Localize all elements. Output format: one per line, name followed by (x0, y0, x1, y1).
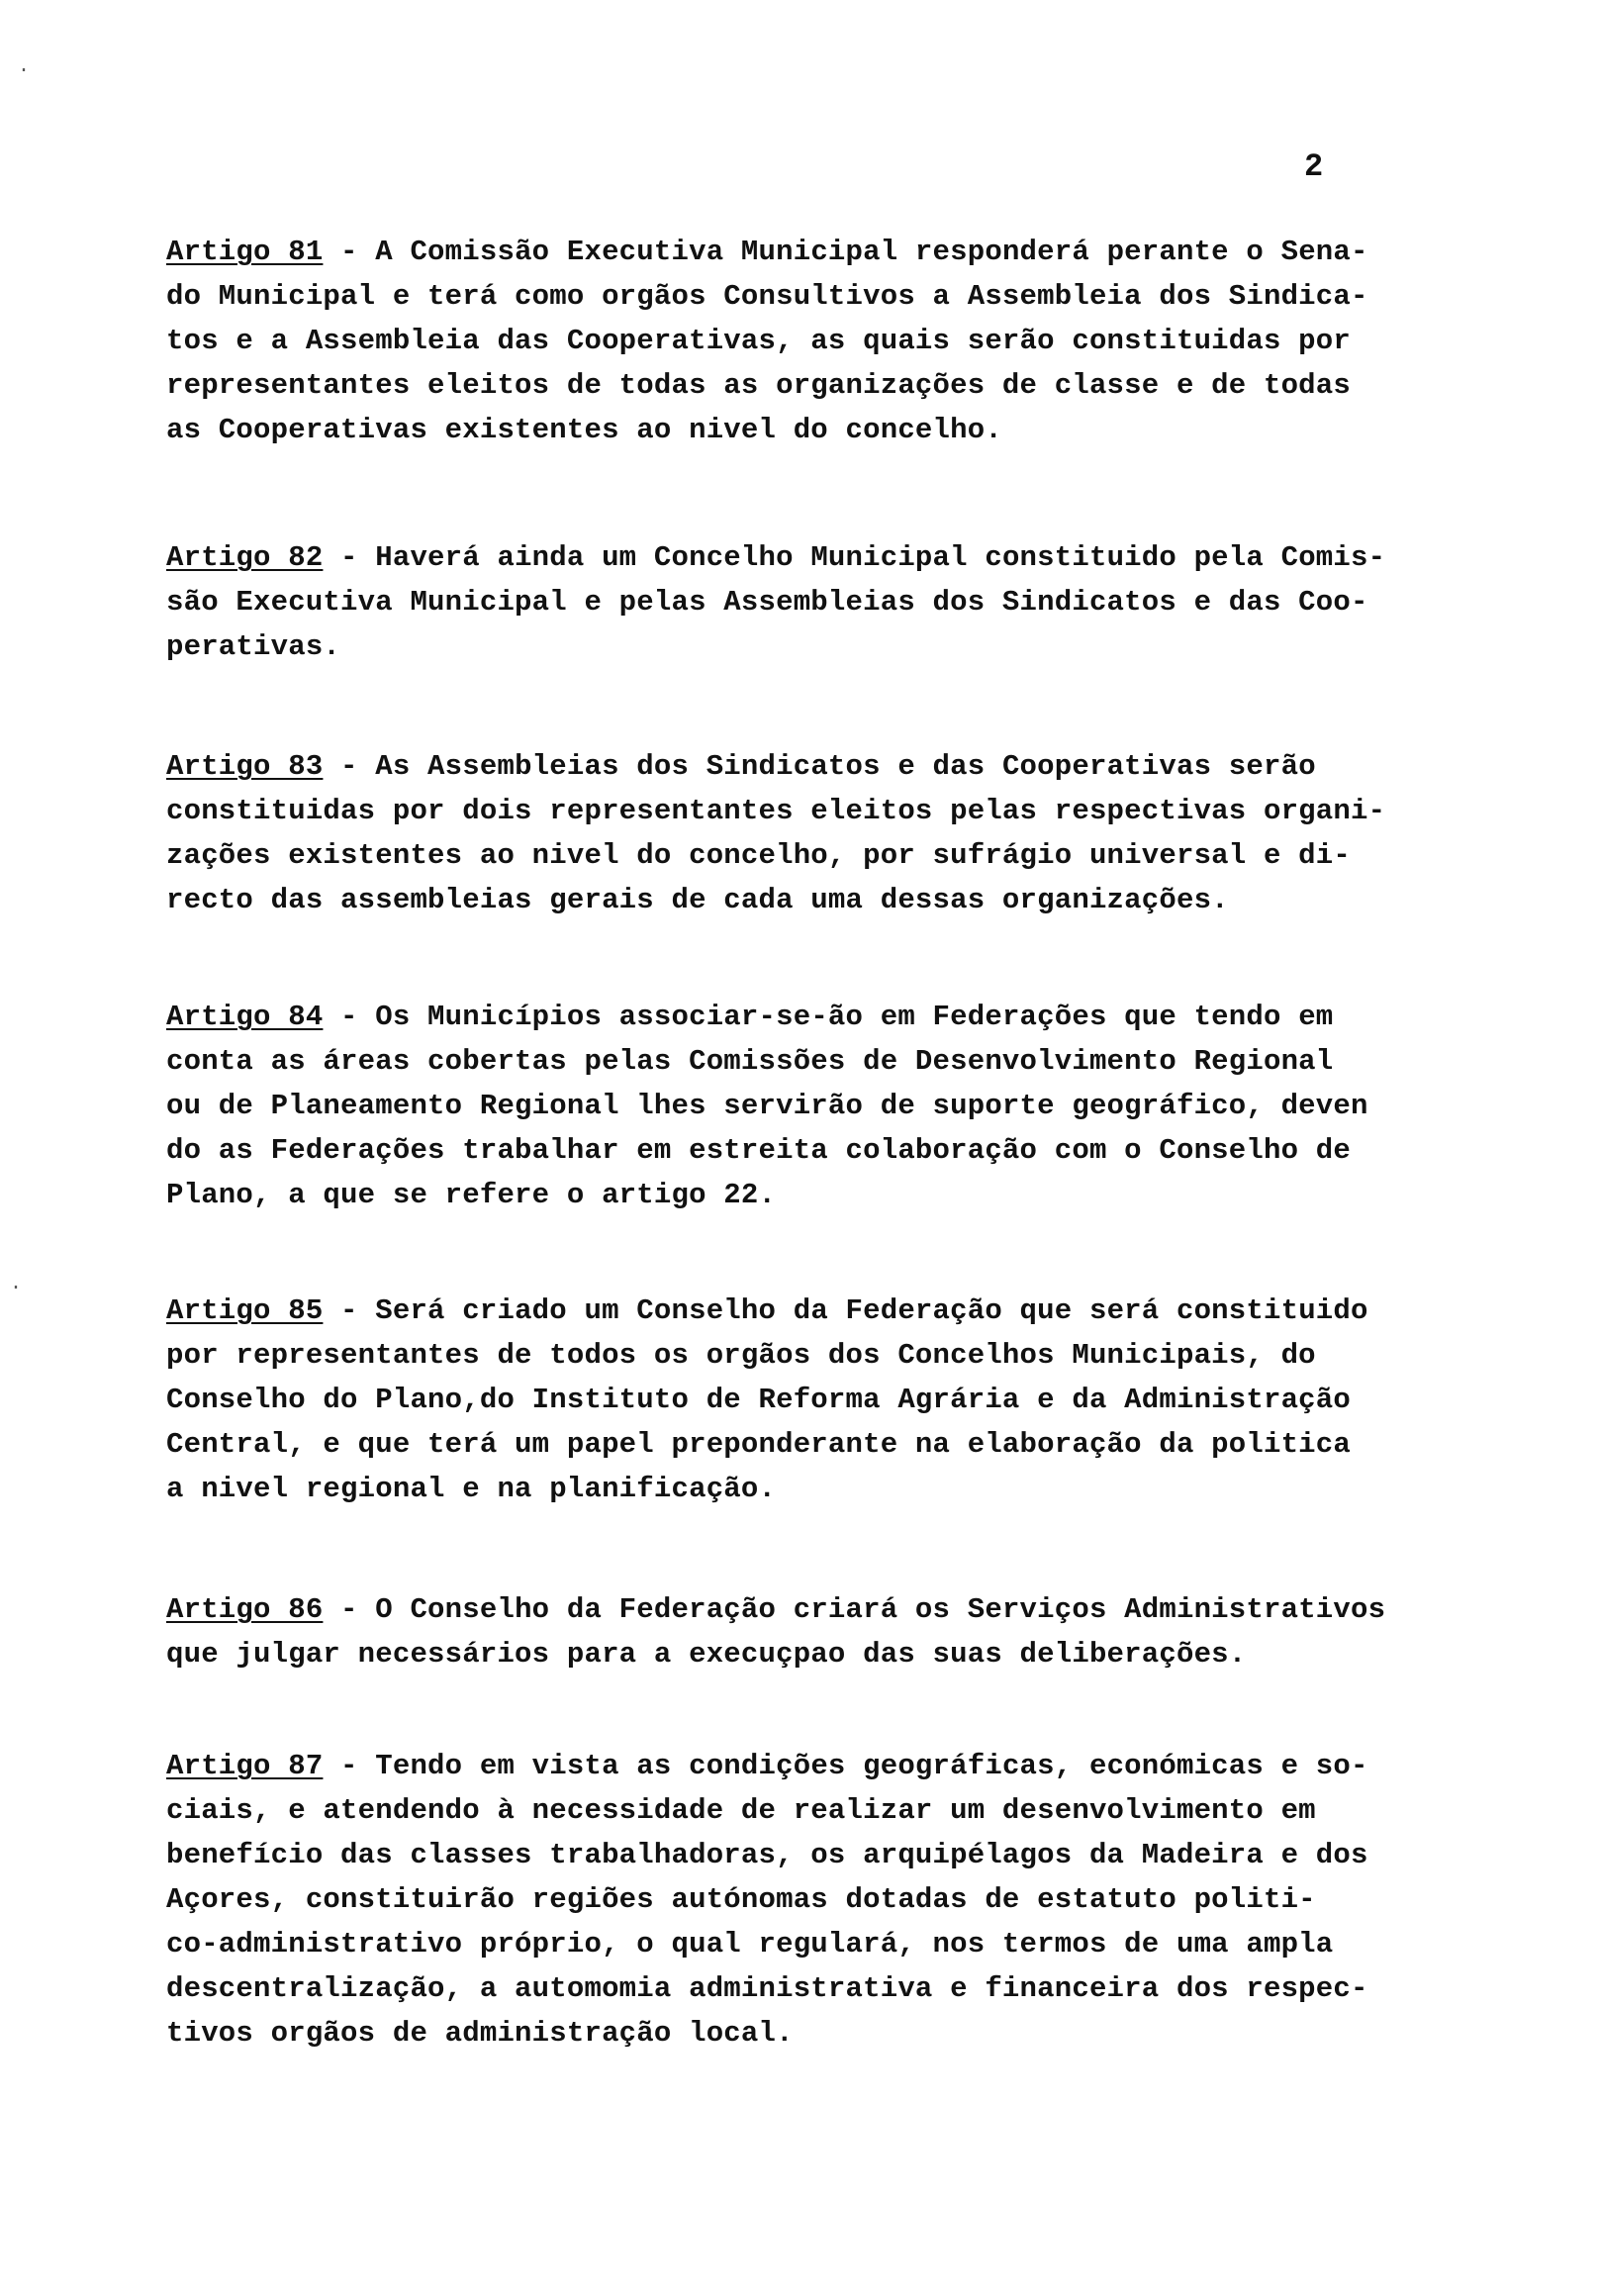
article-label: Artigo 86 (166, 1593, 324, 1626)
article-text: - A Comissão Executiva Municipal responderá perante o Sena- (323, 236, 1368, 268)
article-text: descentralização, a automomia administrativa e financeira dos respec- (166, 1972, 1368, 2005)
article-84 (166, 995, 1591, 1217)
article-text: - O Conselho da Federação criará os Serviços Administrativos (323, 1593, 1386, 1626)
article-text: ou de Planeamento Regional lhes servirão de suporte geográfico, deven (166, 1090, 1368, 1122)
article-text: a nivel regional e na planificação. (166, 1473, 777, 1505)
article-text: tivos orgãos de administração local. (166, 2017, 794, 2050)
article-text: Central, e que terá um papel preponderante na elaboração da politica (166, 1428, 1351, 1461)
article-text: zações existentes ao nivel do concelho, por sufrágio universal e di- (166, 839, 1351, 872)
article-81 (166, 230, 1591, 452)
article-text: Açores, constituirão regiões autónomas dotadas de estatuto politi- (166, 1883, 1316, 1916)
article-86 (166, 1587, 1591, 1676)
article-text: as Cooperativas existentes ao nivel do concelho. (166, 414, 1002, 446)
article-82 (166, 535, 1591, 669)
scan-speck: · (18, 59, 31, 82)
article-83 (166, 744, 1591, 922)
article-text: do Municipal e terá como orgãos Consultivos a Assembleia dos Sindica- (166, 280, 1368, 313)
article-text: - Será criado um Conselho da Federação que será constituido (323, 1294, 1368, 1327)
article-text: constituidas por dois representantes eleitos pelas respectivas organi- (166, 795, 1386, 827)
article-text: tos e a Assembleia das Cooperativas, as quais serão constituidas por (166, 325, 1351, 357)
article-text: que julgar necessários para a execuçpao das suas deliberações. (166, 1638, 1247, 1671)
article-text: - Haverá ainda um Concelho Municipal constituido pela Comis- (323, 541, 1386, 574)
article-label: Artigo 84 (166, 1001, 324, 1033)
article-label: Artigo 83 (166, 750, 324, 783)
article-text: conta as áreas cobertas pelas Comissões de Desenvolvimento Regional (166, 1045, 1334, 1078)
article-label: Artigo 82 (166, 541, 324, 574)
article-85 (166, 1289, 1591, 1511)
article-text: ciais, e atendendo à necessidade de realizar um desenvolvimento em (166, 1794, 1316, 1827)
article-87 (166, 1744, 1591, 2056)
article-text: - As Assembleias dos Sindicatos e das Cooperativas serão (323, 750, 1316, 783)
article-text: perativas. (166, 630, 341, 663)
article-text: - Os Municípios associar-se-ão em Federações que tendo em (323, 1001, 1334, 1033)
article-label: Artigo 87 (166, 1750, 324, 1782)
article-label: Artigo 85 (166, 1294, 324, 1327)
page-number: 2 (1304, 148, 1324, 185)
article-text: representantes eleitos de todas as organizações de classe e de todas (166, 369, 1351, 402)
article-label: Artigo 81 (166, 236, 324, 268)
article-text: são Executiva Municipal e pelas Assembleias dos Sindicatos e das Coo- (166, 586, 1368, 619)
article-text: do as Federações trabalhar em estreita colaboração com o Conselho de (166, 1134, 1351, 1167)
article-text: co-administrativo próprio, o qual regulará, nos termos de uma ampla (166, 1928, 1334, 1961)
scan-speck: · (10, 1277, 23, 1299)
article-text: benefício das classes trabalhadoras, os arquipélagos da Madeira e dos (166, 1839, 1368, 1871)
article-text: recto das assembleias gerais de cada uma dessas organizações. (166, 884, 1229, 916)
article-text: - Tendo em vista as condições geográficas, económicas e so- (323, 1750, 1368, 1782)
article-text: por representantes de todos os orgãos dos Concelhos Municipais, do (166, 1339, 1316, 1372)
article-text: Plano, a que se refere o artigo 22. (166, 1179, 777, 1211)
article-text: Conselho do Plano,do Instituto de Reforma Agrária e da Administração (166, 1384, 1351, 1416)
